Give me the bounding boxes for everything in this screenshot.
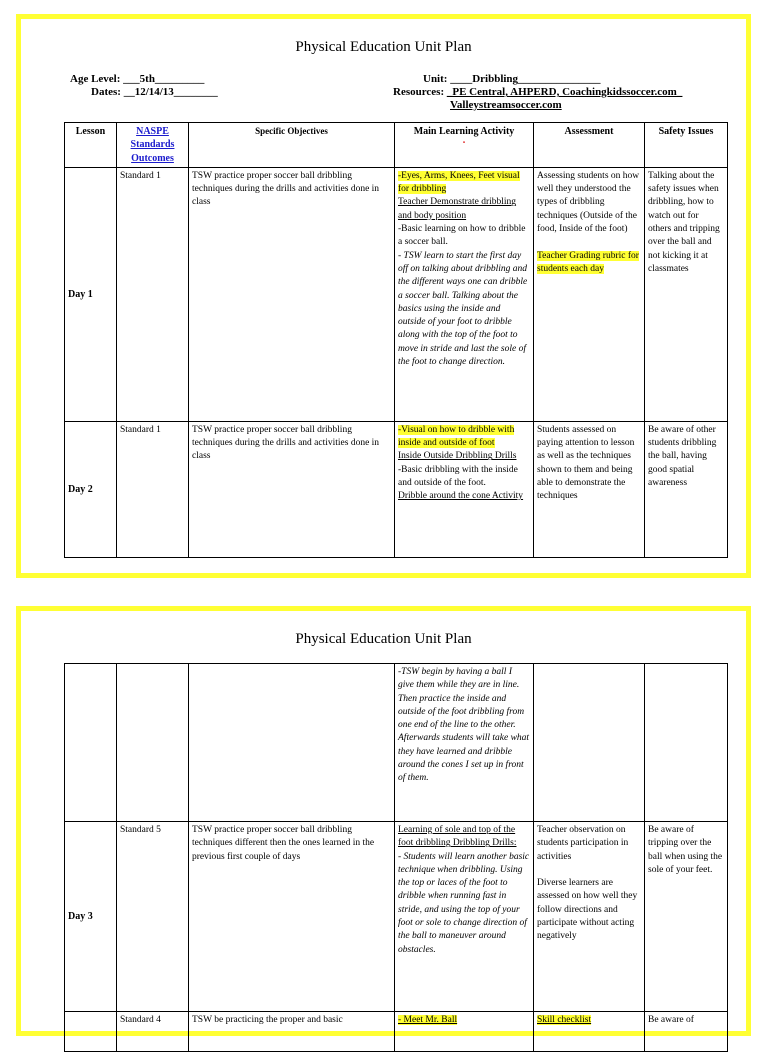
table-header-row: [65, 123, 728, 168]
assessment-cell: [534, 664, 645, 822]
activity-cell: [395, 421, 534, 557]
safety-cell: [645, 664, 728, 822]
unit-value: ____Dribbling_______________: [450, 73, 601, 85]
page-title: Physical Education Unit Plan: [295, 39, 472, 55]
safety-cell: Be aware of: [645, 1012, 728, 1052]
unit-plan-page-1: [16, 14, 751, 578]
activity-italic: - TSW learn to start the first day off on talking about dribbling and the different ways one can dribble a soccer ball. Talking about the basics using the inside and outside of your foot to dribble along with the top of the foot to move in stride and last the sole of the foot to change direction.: [398, 250, 528, 368]
lesson-cell: Day 1: [65, 167, 117, 421]
dates-label: Dates:: [91, 86, 121, 98]
unit-plan-table: [64, 122, 728, 558]
assessment-text-2: Diverse learners are assessed on how well they follow directions and participate without acting negatively: [537, 878, 638, 942]
activity-underlined: Inside Outside Dribbling Drills: [398, 451, 517, 462]
unit-label: Unit:: [423, 73, 448, 85]
col-header-assessment: Assessment: [534, 123, 645, 168]
safety-cell: Be aware of tripping over the ball when using the sole of your feet.: [645, 822, 728, 1012]
activity-highlight: -Visual on how to dribble with inside and outside of foot: [398, 424, 515, 449]
col-header-naspe: [117, 123, 189, 168]
activity-text: -Basic dribbling with the inside and outside of the foot.: [398, 464, 518, 489]
lesson-cell: Day 3: [65, 822, 117, 1012]
assessment-text: Assessing students on how well they understood the types of dribbling techniques (Outside of the food, Inside of the foot): [537, 170, 640, 235]
standard-cell: Standard 4: [117, 1012, 189, 1052]
standard-cell: Standard 5: [117, 822, 189, 1012]
resources-value: _PE Central, AHPERD, Coachingkidssoccer.com_: [446, 86, 683, 98]
assessment-highlight: Skill checklist: [537, 1015, 592, 1025]
table-row: [65, 421, 728, 557]
unit-plan-table-continued: [64, 663, 728, 1052]
objective-cell: TSW practice proper soccer ball dribbling techniques during the drills and activities done in class: [189, 167, 395, 421]
objective-cell: TSW be practicing the proper and basic: [189, 1012, 395, 1052]
assessment-highlight: Teacher Grading rubric for students each day: [537, 250, 639, 274]
red-dot-mark: .: [462, 135, 466, 147]
age-level-value: ___5th_________: [123, 73, 205, 85]
table-row: [65, 664, 728, 822]
activity-cell: [395, 664, 534, 822]
activity-header-text: Main Learning Activity: [413, 126, 515, 137]
resources-line: [393, 86, 682, 98]
table-row: [65, 167, 728, 421]
assessment-cell: Students assessed on paying attention to lesson as well as the techniques shown to them and being able to demonstrate the techniques: [534, 421, 645, 557]
dates-line: [91, 86, 218, 98]
assessment-cell: [534, 167, 645, 421]
assessment-cell: [534, 1012, 645, 1052]
col-header-objectives: Specific Objectives: [189, 123, 395, 168]
resources-label: Resources:: [393, 86, 445, 98]
lesson-cell: [65, 1012, 117, 1052]
unit-plan-page-2: [16, 606, 751, 1036]
objective-cell: TSW practice proper soccer ball dribbling techniques different then the ones learned in the previous first couple of days: [189, 822, 395, 1012]
activity-highlight: - Meet Mr. Ball: [398, 1015, 458, 1025]
standard-cell: [117, 664, 189, 822]
activity-cell: [395, 822, 534, 1012]
lesson-cell: Day 2: [65, 421, 117, 557]
objective-cell: TSW practice proper soccer ball dribbling techniques during the drills and activities done in class: [189, 421, 395, 557]
activity-cell: [395, 167, 534, 421]
col-header-activity: [395, 123, 534, 168]
age-level-label: Age Level:: [70, 73, 121, 85]
naspe-link[interactable]: NASPE Standards Outcomes: [130, 126, 175, 164]
activity-cell: [395, 1012, 534, 1052]
safety-cell: Talking about the safety issues when dribbling, how to watch out for others and tripping over the ball and not kicking it at classmates: [645, 167, 728, 421]
assessment-text: Teacher observation on students participation in activities: [537, 825, 629, 862]
age-level-line: [70, 73, 204, 85]
activity-highlight: -Eyes, Arms, Knees, Feet visual for dribbling: [398, 170, 520, 195]
activity-underlined: Learning of sole and top of the foot dribbling Dribbling Drills:: [398, 825, 517, 849]
activity-italic: -TSW begin by having a ball I give them while they are in line. Then practice the inside and outside of the foot dribbling from one end of the line to the other. Afterwards students will take what they have learned and dribble around the cones I set up in front of them.: [398, 667, 530, 784]
objective-cell: [189, 664, 395, 822]
col-header-safety: Safety Issues: [645, 123, 728, 168]
safety-cell: Be aware of other students dribbling the ball, having good spatial awareness: [645, 421, 728, 557]
assessment-cell: [534, 822, 645, 1012]
standard-cell: Standard 1: [117, 167, 189, 421]
resources-value-2: Valleystreamsoccer.com: [450, 99, 562, 111]
activity-underlined-2: Dribble around the cone Activity: [398, 491, 524, 502]
table-row: [65, 822, 728, 1012]
dates-value: __12/14/13________: [123, 86, 218, 98]
standard-cell: Standard 1: [117, 421, 189, 557]
activity-text: -Basic learning on how to dribble a soccer ball.: [398, 224, 526, 248]
lesson-cell: [65, 664, 117, 822]
activity-italic: - Students will learn another basic technique when dribbling. Using the top or laces of the foot to dribble when running fast in stride, and using the top of your foot or sole to change direction of the ball to maneuver around obstacles.: [398, 851, 530, 955]
unit-line: [423, 73, 601, 85]
col-header-lesson: Lesson: [65, 123, 117, 168]
activity-underlined: Teacher Demonstrate dribbling and body position: [398, 197, 517, 221]
table-row: [65, 1012, 728, 1052]
page-title: Physical Education Unit Plan: [295, 631, 472, 647]
